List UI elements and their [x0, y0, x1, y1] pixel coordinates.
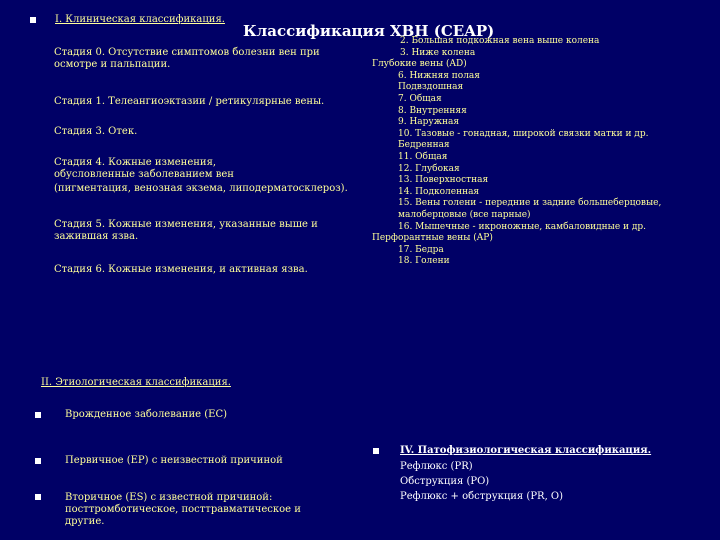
anatomical-line: Глубокие вены (AD) — [372, 59, 467, 70]
etiology-secondary: Вторичное (ES) с известной причиной: посттромботическое, посттравматическое и другие. — [65, 492, 301, 527]
anatomical-classification-list — [372, 36, 668, 268]
anatomical-line: 8. Внутренняя — [398, 105, 467, 116]
etiology-primary: Первичное (EP) с неизвестной причиной — [65, 455, 283, 466]
anatomical-line: 3. Ниже колена — [400, 47, 476, 58]
etiology-congenital: Врожденное заболевание (EC) — [65, 409, 227, 420]
anatomical-line: 16. Мышечные - икроножные, камбаловидные и др. — [398, 221, 647, 232]
anatomical-line: 17. Бедра — [398, 244, 444, 255]
anatomical-line: 10. Тазовые - гонадная, широкой связки матки и др. — [398, 128, 649, 139]
anatomical-line: 11. Общая — [398, 151, 448, 162]
clinical-classification-heading: I. Клиническая классификация. — [55, 14, 225, 25]
clinical-stage-6: Стадия 6. Кожные изменения, и активная язва. — [54, 264, 308, 275]
bullet-icon — [30, 17, 36, 23]
anatomical-line: 7. Общая — [398, 93, 442, 104]
clinical-stage-4-details: (пигментация, венозная экзема, липодерматосклероз). — [54, 183, 348, 194]
pathophysiological-classification-heading: IV. Патофизиологическая классификация. — [400, 445, 652, 456]
anatomical-line: Перфорантные вены (AP) — [372, 233, 493, 244]
anatomical-line: 12. Глубокая — [398, 163, 460, 174]
bullet-icon — [373, 448, 379, 454]
pathophysiology-obstruction: Обструкция (PO) — [400, 476, 490, 487]
anatomical-line: 15. Вены голени - передние и задние большеберцовые, малоберцовые (все парные) — [398, 198, 662, 220]
anatomical-line: Бедренная — [398, 140, 450, 151]
pathophysiology-reflux-obstruction: Рефлюкс + обструкция (PR, O) — [400, 491, 564, 502]
bullet-icon — [35, 458, 41, 464]
anatomical-line: 18. Голени — [398, 256, 450, 267]
anatomical-line: 14. Подколенная — [398, 186, 480, 197]
clinical-stage-0: Стадия 0. Отсутствие симптомов болезни вен при осмотре и пальпации. — [54, 47, 320, 70]
anatomical-line: 9. Наружная — [398, 117, 460, 128]
anatomical-line: 13. Поверхностная — [398, 175, 489, 186]
clinical-stage-1: Стадия 1. Телеангиоэктазии / ретикулярные вены. — [54, 96, 325, 107]
anatomical-line: 2. Большая подкожная вена выше колена — [400, 36, 600, 46]
pathophysiology-reflux: Рефлюкс (PR) — [400, 461, 473, 472]
slide-title: Классификация ХВН (CEAP) — [243, 22, 495, 40]
clinical-stage-3: Стадия 3. Отек. — [54, 126, 138, 137]
anatomical-line: Подвздошная — [398, 82, 464, 93]
bullet-icon — [35, 494, 41, 500]
anatomical-line: 6. Нижняя полая — [398, 70, 480, 81]
clinical-stage-5: Стадия 5. Кожные изменения, указанные выше и зажившая язва. — [54, 219, 318, 242]
etiological-classification-heading: II. Этиологическая классификация. — [41, 377, 231, 388]
clinical-stage-4: Стадия 4. Кожные изменения, обусловленные заболеванием вен — [54, 157, 234, 180]
bullet-icon — [35, 412, 41, 418]
